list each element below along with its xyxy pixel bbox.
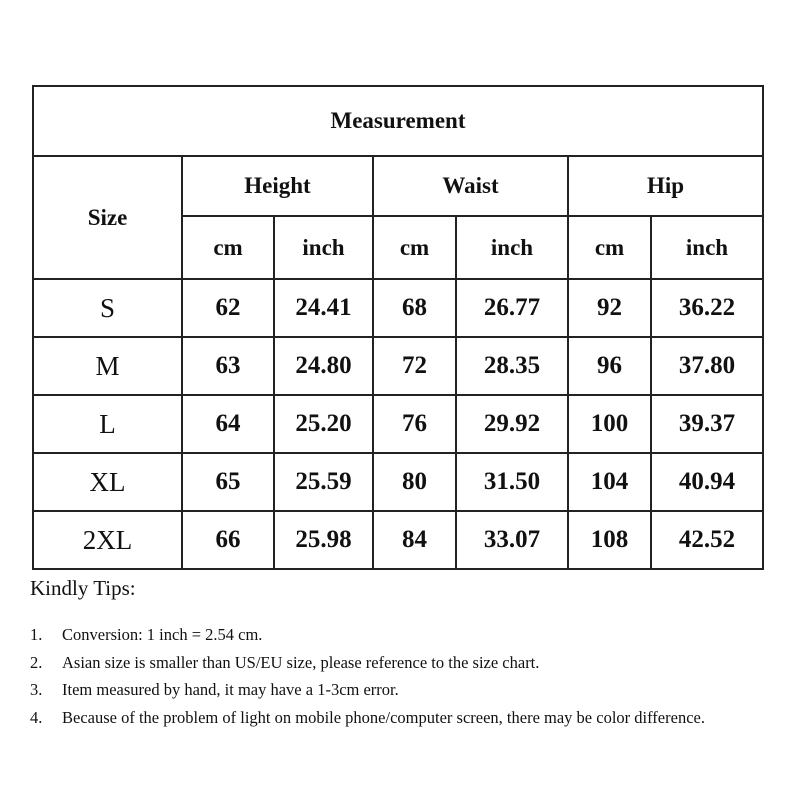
table-row (33, 279, 763, 337)
tip-number: 3. (30, 680, 43, 699)
value-cell: 33.07 (456, 511, 568, 569)
value-cell: 25.59 (274, 453, 373, 511)
tip-text: Asian size is smaller than US/EU size, please reference to the size chart. (62, 652, 540, 672)
waist-header: Waist (373, 156, 568, 216)
value-cell: 63 (182, 337, 274, 395)
table-title: Measurement (33, 86, 763, 156)
table-row (33, 511, 763, 569)
tip-item (30, 704, 770, 732)
unit-header: cm (373, 216, 456, 279)
tip-item (30, 649, 770, 677)
value-cell: 28.35 (456, 337, 568, 395)
value-cell: 29.92 (456, 395, 568, 453)
unit-header: cm (568, 216, 651, 279)
size-chart-table (32, 85, 764, 570)
size-cell: S (33, 279, 182, 337)
size-cell: M (33, 337, 182, 395)
unit-header: inch (274, 216, 373, 279)
unit-header: inch (651, 216, 763, 279)
value-cell: 104 (568, 453, 651, 511)
unit-header: cm (182, 216, 274, 279)
value-cell: 24.41 (274, 279, 373, 337)
tip-text: Item measured by hand, it may have a 1-3cm error. (62, 680, 399, 699)
value-cell: 76 (373, 395, 456, 453)
table-row (33, 337, 763, 395)
tip-text: Because of the problem of light on mobile phone/computer screen, there may be color difference. (62, 707, 705, 727)
table-row (33, 395, 763, 453)
tips-list (30, 621, 770, 731)
tip-number: 4. (30, 707, 43, 727)
tip-number: 2. (30, 652, 43, 672)
size-header: Size (33, 156, 182, 279)
value-cell: 100 (568, 395, 651, 453)
value-cell: 80 (373, 453, 456, 511)
hip-header: Hip (568, 156, 763, 216)
value-cell: 26.77 (456, 279, 568, 337)
table-row (33, 453, 763, 511)
value-cell: 64 (182, 395, 274, 453)
value-cell: 65 (182, 453, 274, 511)
tip-number: 1. (30, 625, 43, 644)
value-cell: 25.98 (274, 511, 373, 569)
value-cell: 24.80 (274, 337, 373, 395)
value-cell: 37.80 (651, 337, 763, 395)
size-cell: L (33, 395, 182, 453)
tip-item (30, 621, 770, 649)
value-cell: 31.50 (456, 453, 568, 511)
tip-text: Conversion: 1 inch = 2.54 cm. (62, 625, 263, 644)
value-cell: 39.37 (651, 395, 763, 453)
size-cell: 2XL (33, 511, 182, 569)
value-cell: 72 (373, 337, 456, 395)
value-cell: 25.20 (274, 395, 373, 453)
height-header: Height (182, 156, 373, 216)
value-cell: 66 (182, 511, 274, 569)
value-cell: 42.52 (651, 511, 763, 569)
tip-item (30, 676, 770, 704)
value-cell: 108 (568, 511, 651, 569)
size-cell: XL (33, 453, 182, 511)
value-cell: 62 (182, 279, 274, 337)
value-cell: 92 (568, 279, 651, 337)
value-cell: 68 (373, 279, 456, 337)
tips-title: Kindly Tips: (30, 576, 136, 600)
value-cell: 84 (373, 511, 456, 569)
unit-header: inch (456, 216, 568, 279)
value-cell: 96 (568, 337, 651, 395)
value-cell: 36.22 (651, 279, 763, 337)
value-cell: 40.94 (651, 453, 763, 511)
